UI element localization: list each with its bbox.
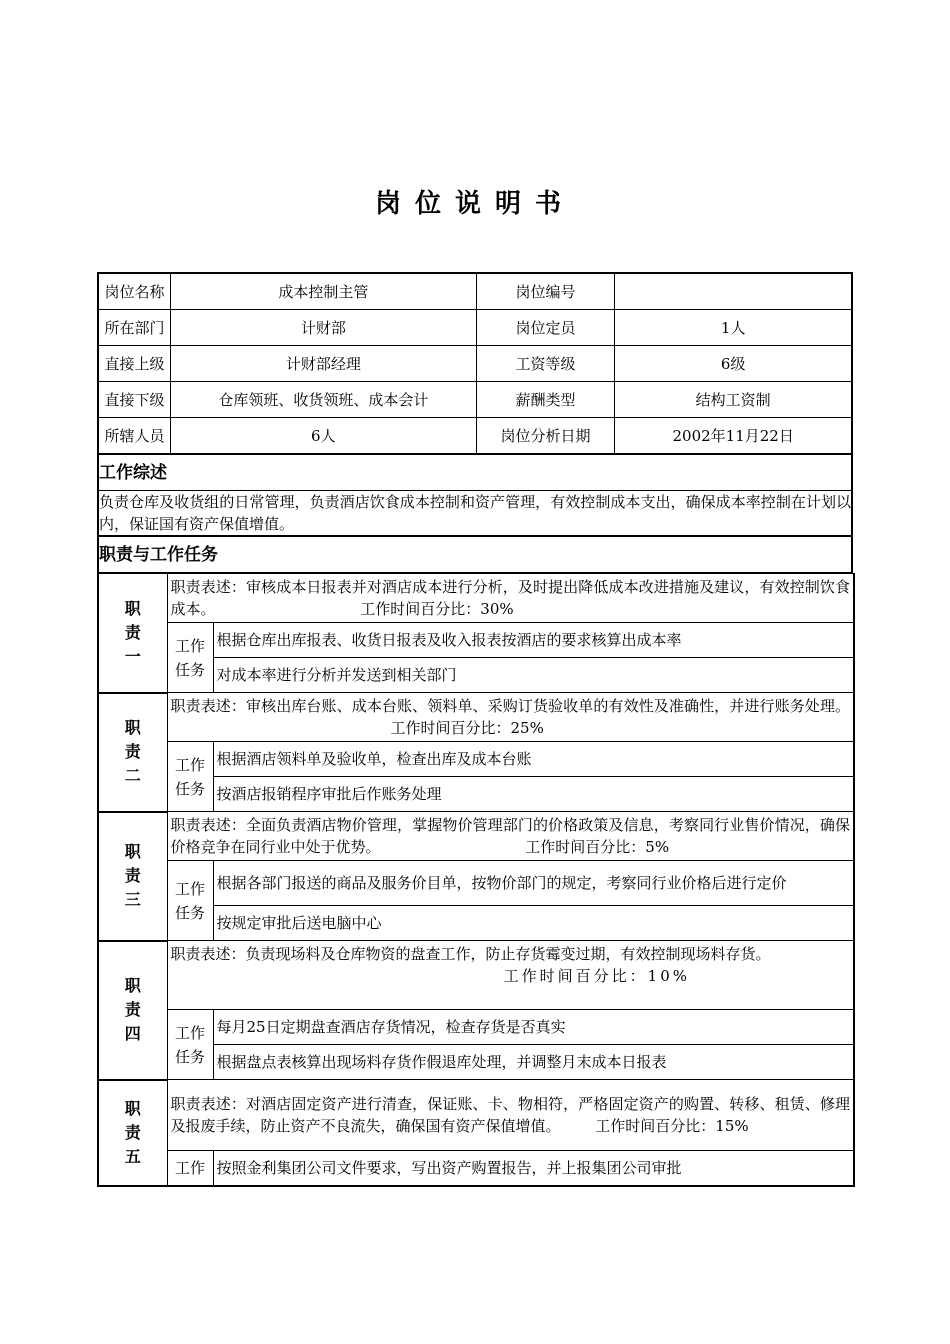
duties-heading-row xyxy=(98,536,852,573)
summary-heading-row xyxy=(98,454,852,491)
summary-text: 负责仓库及收货组的日常管理，负责酒店饮食成本控制和资产管理，有效控制成本支出，确保成本率控制在计划以内，保证国有资产保值增值。 xyxy=(98,491,852,537)
duty-label xyxy=(98,941,167,1080)
duty-row xyxy=(98,1080,854,1151)
duty-percent: 工作时间百分比：5% xyxy=(525,838,670,856)
task-row xyxy=(98,623,854,658)
task-text: 每月25日定期盘查酒店存货情况，检查存货是否真实 xyxy=(213,1010,854,1045)
work-label-line: 任务 xyxy=(174,779,205,798)
summary-heading: 工作综述 xyxy=(98,454,852,491)
info-label: 岗位名称 xyxy=(98,273,171,310)
work-label-line: 任务 xyxy=(174,1047,205,1066)
duty-label-char: 职 xyxy=(124,842,141,861)
job-description-form xyxy=(97,272,853,1187)
info-label: 岗位定员 xyxy=(476,310,615,346)
duty-label-char: 二 xyxy=(124,766,141,785)
duties-table xyxy=(97,573,855,1187)
work-task-label xyxy=(167,742,213,812)
info-value: 成本控制主管 xyxy=(171,273,476,310)
info-row xyxy=(98,382,852,418)
duty-description: 职责表述：审核出库台账、成本台账、领料单、采购订货验收单的有效性及准确性，并进行账务处理。 xyxy=(170,697,851,715)
info-label: 所辖人员 xyxy=(98,418,171,455)
info-label: 直接上级 xyxy=(98,346,171,382)
info-label: 直接下级 xyxy=(98,382,171,418)
duty-row xyxy=(98,574,854,623)
duty-label-char: 责 xyxy=(124,742,141,761)
info-table xyxy=(97,272,853,573)
duty-percent: 工作时间百分比：10% xyxy=(503,967,691,985)
duty-label-char: 五 xyxy=(124,1146,141,1166)
duty-description-cell xyxy=(167,812,854,861)
info-value: 仓库领班、收货领班、成本会计 xyxy=(171,382,476,418)
task-row xyxy=(98,1151,854,1187)
duty-label xyxy=(98,812,167,941)
duty-label-char: 职 xyxy=(124,1098,141,1118)
work-task-label xyxy=(167,1010,213,1080)
task-row xyxy=(98,742,854,777)
work-label-line: 工作 xyxy=(174,1023,205,1042)
duty-label-char: 一 xyxy=(124,646,141,666)
duty-label-char: 责 xyxy=(124,866,141,885)
info-row xyxy=(98,273,852,310)
duty-label-char: 职 xyxy=(124,718,141,737)
duty-label xyxy=(98,574,167,693)
duty-description-cell xyxy=(167,574,854,623)
work-label-line: 工作 xyxy=(174,1159,205,1177)
info-row xyxy=(98,310,852,346)
duty-label-char: 四 xyxy=(124,1024,141,1043)
work-label-line: 任务 xyxy=(174,660,205,679)
task-text: 根据酒店领料单及验收单，检查出库及成本台账 xyxy=(213,742,854,777)
summary-row xyxy=(98,491,852,537)
info-value: 1人 xyxy=(615,310,852,346)
info-value: 结构工资制 xyxy=(615,382,852,418)
task-text: 按规定审批后送电脑中心 xyxy=(213,906,854,941)
task-text: 根据仓库出库报表、收货日报表及收入报表按酒店的要求核算出成本率 xyxy=(213,623,854,658)
duty-label xyxy=(98,693,167,812)
duty-description-cell xyxy=(167,1080,854,1151)
page-title: 岗位说明书 xyxy=(374,189,575,219)
info-row xyxy=(98,346,852,382)
task-text: 按酒店报销程序审批后作账务处理 xyxy=(213,777,854,812)
duty-description: 职责表述：负责现场料及仓库物资的盘查工作，防止存货霉变过期，有效控制现场料存货。 xyxy=(170,945,771,963)
task-text: 对成本率进行分析并发送到相关部门 xyxy=(213,658,854,693)
duty-percent: 工作时间百分比：15% xyxy=(595,1117,749,1135)
info-value: 2002年11月22日 xyxy=(615,418,852,455)
info-label: 所在部门 xyxy=(98,310,171,346)
info-value: 6人 xyxy=(171,418,476,455)
work-label-line: 工作 xyxy=(174,636,205,655)
work-task-label xyxy=(167,861,213,941)
info-value: 6级 xyxy=(615,346,852,382)
task-text: 根据盘点表核算出现场料存货作假退库处理，并调整月末成本日报表 xyxy=(213,1045,854,1080)
duties-heading: 职责与工作任务 xyxy=(98,536,852,573)
work-label-line: 工作 xyxy=(174,879,205,898)
work-label-line: 任务 xyxy=(174,903,205,922)
task-row xyxy=(98,861,854,906)
duty-description-cell xyxy=(167,693,854,742)
duty-label-char: 责 xyxy=(124,622,141,642)
duty-row xyxy=(98,812,854,861)
task-row xyxy=(98,1010,854,1045)
duty-description: 职责表述：对酒店固定资产进行清查，保证账、卡、物相符，严格固定资产的购置、转移、租赁、修理及报废手续，防止资产不良流失，确保国有资产保值增值。 xyxy=(170,1095,851,1135)
duty-label-char: 三 xyxy=(124,890,141,909)
duty-label-char: 职 xyxy=(124,598,141,618)
duty-percent: 工作时间百分比：30% xyxy=(360,600,514,618)
duty-label-char: 职 xyxy=(124,976,141,995)
duty-row xyxy=(98,693,854,742)
duty-description: 职责表述：全面负责酒店物价管理，掌握物价管理部门的价格政策及信息，考察同行业售价情况，确保价格竞争在同行业中处于优势。 xyxy=(170,816,851,856)
info-label: 薪酬类型 xyxy=(476,382,615,418)
info-label: 工资等级 xyxy=(476,346,615,382)
duty-description-cell xyxy=(167,941,854,1010)
task-text: 根据各部门报送的商品及服务价目单，按物价部门的规定，考察同行业价格后进行定价 xyxy=(213,861,854,906)
info-value: 计财部 xyxy=(171,310,476,346)
duty-label xyxy=(98,1080,167,1187)
duty-row xyxy=(98,941,854,1010)
task-text: 按照金利集团公司文件要求，写出资产购置报告，并上报集团公司审批 xyxy=(213,1151,854,1187)
info-label: 岗位分析日期 xyxy=(476,418,615,455)
info-row xyxy=(98,418,852,455)
work-task-label xyxy=(167,1151,213,1187)
info-label: 岗位编号 xyxy=(476,273,615,310)
info-value xyxy=(615,273,852,310)
work-label-line: 工作 xyxy=(174,755,205,774)
duty-percent: 工作时间百分比：25% xyxy=(390,719,544,737)
duty-label-char: 责 xyxy=(124,1122,141,1142)
work-task-label xyxy=(167,623,213,693)
duty-label-char: 责 xyxy=(124,1000,141,1019)
info-value: 计财部经理 xyxy=(171,346,476,382)
duty-description: 职责表述：审核成本日报表并对酒店成本进行分析，及时提出降低成本改进措施及建议，有效控制饮食成本。 xyxy=(170,578,851,618)
